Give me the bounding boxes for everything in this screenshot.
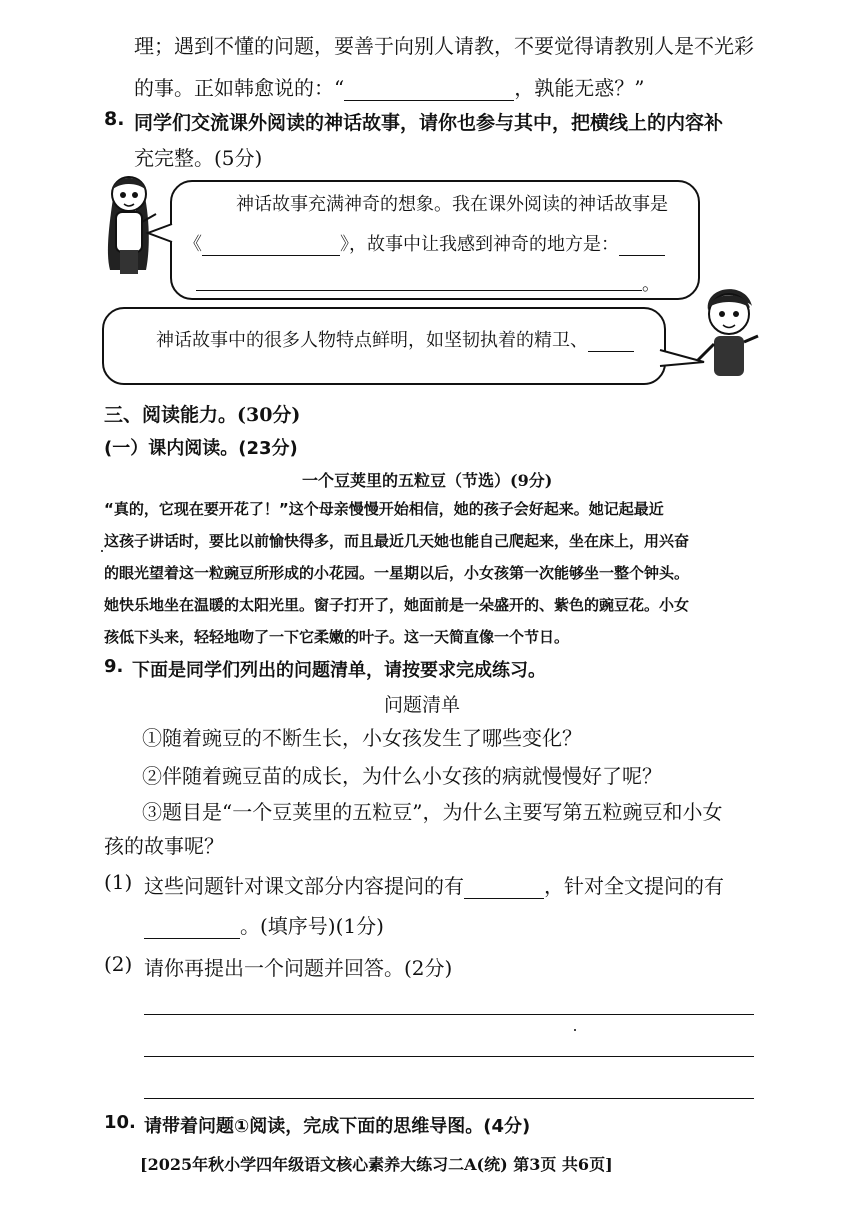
passage-line: 的眼光望着这一粒豌豆所形成的小花园。一星期以后，小女孩第一次能够坐一整个钟头。 xyxy=(104,564,690,582)
answer-blank[interactable] xyxy=(619,235,665,256)
passage-title: 一个豆荚里的五粒豆（节选）(9分) xyxy=(302,471,553,490)
quote-text-before: 的事。正如韩愈说的：“ xyxy=(134,76,345,100)
answer-line[interactable] xyxy=(144,1056,754,1057)
book-title-blank[interactable] xyxy=(202,235,340,256)
section-heading: 三、阅读能力。(30分) xyxy=(104,404,301,426)
scan-speck xyxy=(101,550,103,552)
answer-blank[interactable] xyxy=(344,78,514,101)
sub-question-text xyxy=(144,910,384,939)
answer-line[interactable] xyxy=(196,290,642,291)
sub-question-prompt: 这些问题针对课文部分内容提问的有 xyxy=(144,874,464,898)
question-prompt: 下面是同学们列出的问题清单，请按要求完成练习。 xyxy=(132,660,546,681)
text-line: 理；遇到不懂的问题，要善于向别人请教，不要觉得请教别人是不光彩 xyxy=(134,34,754,58)
question-list-item: ①随着豌豆的不断生长，小女孩发生了哪些变化？ xyxy=(142,726,582,750)
sub-question-text xyxy=(144,870,724,899)
bubble-text: 神话故事中的很多人物特点鲜明，如坚韧执着的精卫、 xyxy=(156,330,588,351)
answer-blank[interactable] xyxy=(588,331,634,352)
passage-line: 孩低下头来，轻轻地吻了一下它柔嫩的叶子。这一天简直像一个节日。 xyxy=(104,628,570,646)
sub-question-prompt: ，针对全文提问的有 xyxy=(544,874,724,898)
passage-line: “真的，它现在要开花了！”这个母亲慢慢开始相信，她的孩子会好起来。她记起最近 xyxy=(104,500,664,518)
subsection-heading: (一）课内阅读。(23分) xyxy=(104,438,298,459)
answer-line[interactable] xyxy=(144,1098,754,1099)
boy-illustration xyxy=(696,280,762,380)
passage-line: 这孩子讲话时，要比以前愉快得多，而且最近几天她也能自己爬起来，坐在床上，用兴奋 xyxy=(104,532,690,550)
answer-blank[interactable] xyxy=(464,876,544,899)
book-title-open: 《 xyxy=(184,234,202,255)
question-number: 8. xyxy=(104,108,125,130)
sub-question-prompt: 。(填序号)(1分) xyxy=(240,914,384,938)
quote-text-after: ，孰能无惑？” xyxy=(514,76,645,100)
question-prompt: 同学们交流课外阅读的神话故事，请你也参与其中，把横线上的内容补 xyxy=(134,112,724,134)
question-number: 10. xyxy=(104,1112,136,1133)
question-number: 9. xyxy=(104,656,124,677)
question-prompt: 请带着问题①阅读，完成下面的思维导图。(4分) xyxy=(144,1116,531,1137)
bubble-text: 神话故事充满神奇的想象。我在课外阅读的神话故事是 xyxy=(236,194,668,215)
period-mark: 。 xyxy=(642,274,660,295)
page-footer: [2025年秋小学四年级语文核心素养大练习二A(统) 第3页 共6页] xyxy=(140,1155,613,1174)
sub-question-label: (2) xyxy=(104,952,133,976)
question-list-item-cont: 孩的故事呢？ xyxy=(104,834,224,858)
passage-line: 她快乐地坐在温暖的太阳光里。窗子打开了，她面前是一朵盛开的、紫色的豌豆花。小女 xyxy=(104,596,690,614)
bubble-text-blanks xyxy=(184,230,665,256)
question-list-item: ③题目是“一个豆荚里的五粒豆”，为什么主要写第五粒豌豆和小女 xyxy=(142,800,723,824)
question-list-item: ②伴随着豌豆苗的成长，为什么小女孩的病就慢慢好了呢？ xyxy=(142,764,662,788)
sub-question-prompt: 请你再提出一个问题并回答。(2分) xyxy=(144,956,453,980)
bubble-text: 》，故事中让我感到神奇的地方是： xyxy=(340,234,619,255)
bubble-text-blanks xyxy=(156,326,634,352)
answer-line[interactable] xyxy=(144,1014,754,1015)
answer-blank[interactable] xyxy=(144,916,240,939)
question-prompt-cont: 充完整。(5分) xyxy=(134,146,263,170)
quote-line xyxy=(134,72,644,101)
list-title: 问题清单 xyxy=(384,694,461,716)
sub-question-label: (1) xyxy=(104,870,133,894)
scan-speck xyxy=(574,1029,576,1031)
bubble-tail xyxy=(146,222,174,244)
